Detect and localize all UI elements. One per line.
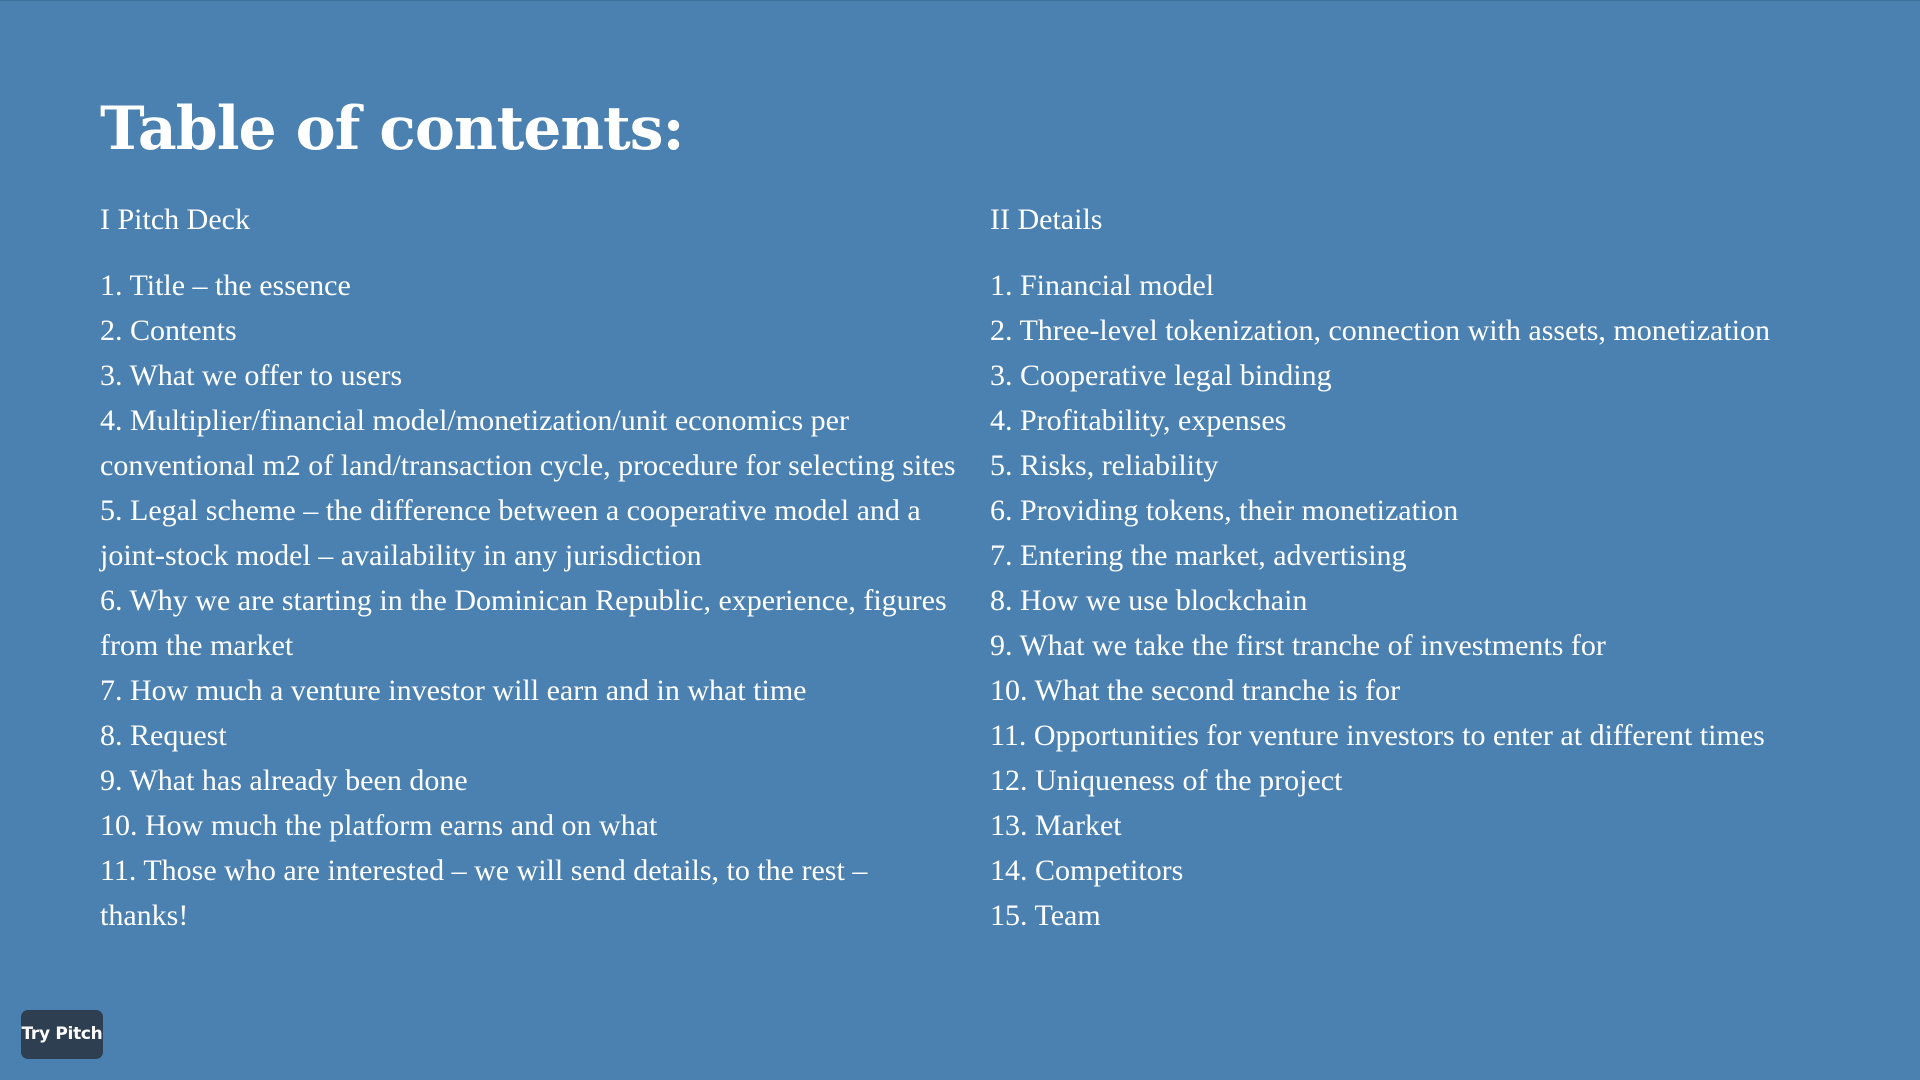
details-column	[990, 199, 1850, 938]
pitch-deck-heading: I Pitch Deck	[100, 203, 250, 236]
list-item: 6. Why we are starting in the Dominican Republic, experience, figures from the market	[100, 584, 947, 662]
list-item: 9. What we take the first tranche of investments for	[990, 629, 1606, 662]
list-item: 7. Entering the market, advertising	[990, 539, 1407, 572]
details-heading: II Details	[990, 203, 1103, 236]
list-item: 11. Those who are interested – we will send details, to the rest – thanks!	[100, 854, 868, 932]
pitch-deck-column	[100, 199, 960, 938]
list-item: 3. Cooperative legal binding	[990, 359, 1332, 392]
list-item: 6. Providing tokens, their monetization	[990, 494, 1459, 527]
list-item: 1. Title – the essence	[100, 269, 351, 302]
list-item: 4. Multiplier/financial model/monetization/unit economics per conventional m2 of land/transaction cycle, procedure for selecting sites	[100, 404, 956, 482]
list-item: 14. Competitors	[990, 854, 1184, 887]
list-item: 1. Financial model	[990, 269, 1215, 302]
list-item: 5. Legal scheme – the difference between a cooperative model and a joint-stock model – availability in any jurisdiction	[100, 494, 921, 572]
list-item: 8. How we use blockchain	[990, 584, 1308, 617]
list-item: 2. Contents	[100, 314, 237, 347]
details-list	[990, 263, 1850, 938]
list-item: 12. Uniqueness of the project	[990, 764, 1343, 797]
list-item: 10. What the second tranche is for	[990, 674, 1401, 707]
list-item: 9. What has already been done	[100, 764, 468, 797]
page-title: Table of contents:	[100, 94, 684, 164]
pitch-deck-list	[100, 263, 960, 938]
list-item: 3. What we offer to users	[100, 359, 403, 392]
list-item: 2. Three-level tokenization, connection with assets, monetization	[990, 314, 1771, 347]
list-item: 5. Risks, reliability	[990, 449, 1219, 482]
list-item: 8. Request	[100, 719, 227, 752]
list-item: 15. Team	[990, 899, 1101, 932]
list-item: 10. How much the platform earns and on what	[100, 809, 658, 842]
list-item: 4. Profitability, expenses	[990, 404, 1287, 437]
try-pitch-button[interactable]: Try Pitch	[21, 1010, 103, 1059]
list-item: 7. How much a venture investor will earn and in what time	[100, 674, 807, 707]
list-item: 11. Opportunities for venture investors to enter at different times	[990, 719, 1765, 752]
list-item: 13. Market	[990, 809, 1122, 842]
